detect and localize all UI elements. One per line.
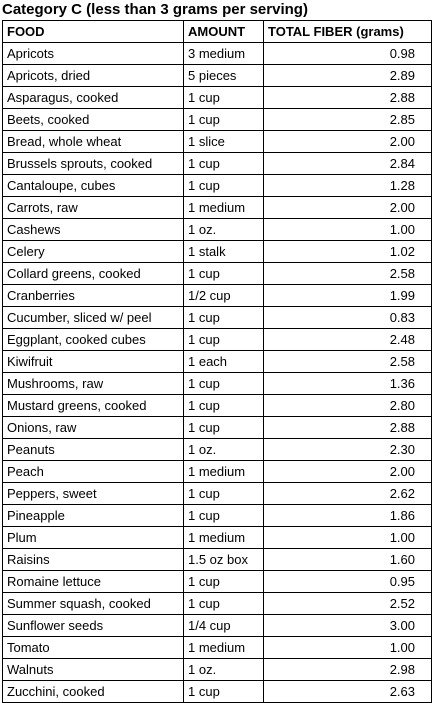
table-row (3, 461, 432, 483)
table-row (3, 241, 432, 263)
table-row (3, 307, 432, 329)
amount-cell: 1 cup (184, 681, 264, 703)
amount-cell: 1 cup (184, 263, 264, 285)
header-food: FOOD (3, 21, 184, 43)
amount-cell: 1.5 oz box (184, 549, 264, 571)
fiber-cell: 1.02 (264, 241, 432, 263)
table-row (3, 109, 432, 131)
food-cell: Bread, whole wheat (3, 131, 184, 153)
food-cell: Mushrooms, raw (3, 373, 184, 395)
header-amount: AMOUNT (184, 21, 264, 43)
fiber-cell: 2.89 (264, 65, 432, 87)
fiber-cell: 2.52 (264, 593, 432, 615)
amount-cell: 1 cup (184, 417, 264, 439)
table-row (3, 131, 432, 153)
table-row (3, 571, 432, 593)
amount-cell: 1 medium (184, 527, 264, 549)
fiber-cell: 2.98 (264, 659, 432, 681)
amount-cell: 1 medium (184, 637, 264, 659)
food-cell: Plum (3, 527, 184, 549)
food-cell: Cantaloupe, cubes (3, 175, 184, 197)
amount-cell: 1 oz. (184, 219, 264, 241)
food-cell: Cashews (3, 219, 184, 241)
food-cell: Kiwifruit (3, 351, 184, 373)
food-cell: Apricots (3, 43, 184, 65)
table-row (3, 395, 432, 417)
food-cell: Walnuts (3, 659, 184, 681)
food-cell: Summer squash, cooked (3, 593, 184, 615)
fiber-table (2, 20, 432, 703)
fiber-cell: 0.98 (264, 43, 432, 65)
table-row (3, 549, 432, 571)
table-row (3, 659, 432, 681)
table-row (3, 505, 432, 527)
food-cell: Asparagus, cooked (3, 87, 184, 109)
fiber-cell: 0.83 (264, 307, 432, 329)
amount-cell: 1 cup (184, 153, 264, 175)
fiber-cell: 1.86 (264, 505, 432, 527)
header-total-fiber: TOTAL FIBER (grams) (264, 21, 432, 43)
food-cell: Zucchini, cooked (3, 681, 184, 703)
table-row (3, 43, 432, 65)
food-cell: Raisins (3, 549, 184, 571)
amount-cell: 1 cup (184, 483, 264, 505)
header-row (3, 21, 432, 43)
food-cell: Romaine lettuce (3, 571, 184, 593)
fiber-cell: 1.36 (264, 373, 432, 395)
amount-cell: 1 medium (184, 461, 264, 483)
table-row (3, 681, 432, 703)
fiber-cell: 2.84 (264, 153, 432, 175)
amount-cell: 1 cup (184, 175, 264, 197)
table-row (3, 615, 432, 637)
food-cell: Apricots, dried (3, 65, 184, 87)
table-row (3, 87, 432, 109)
amount-cell: 1 slice (184, 131, 264, 153)
table-row (3, 285, 432, 307)
amount-cell: 1 medium (184, 197, 264, 219)
food-cell: Peanuts (3, 439, 184, 461)
fiber-cell: 1.00 (264, 219, 432, 241)
table-row (3, 153, 432, 175)
food-cell: Celery (3, 241, 184, 263)
food-cell: Pineapple (3, 505, 184, 527)
amount-cell: 1 cup (184, 307, 264, 329)
fiber-cell: 3.00 (264, 615, 432, 637)
table-row (3, 373, 432, 395)
fiber-cell: 1.99 (264, 285, 432, 307)
table-row (3, 593, 432, 615)
table-row (3, 263, 432, 285)
fiber-cell: 2.88 (264, 417, 432, 439)
amount-cell: 1 cup (184, 109, 264, 131)
table-row (3, 483, 432, 505)
food-cell: Tomato (3, 637, 184, 659)
fiber-cell: 1.28 (264, 175, 432, 197)
fiber-cell: 2.63 (264, 681, 432, 703)
food-cell: Mustard greens, cooked (3, 395, 184, 417)
fiber-cell: 1.00 (264, 637, 432, 659)
fiber-cell: 2.85 (264, 109, 432, 131)
amount-cell: 1 stalk (184, 241, 264, 263)
fiber-cell: 2.48 (264, 329, 432, 351)
fiber-cell: 2.88 (264, 87, 432, 109)
amount-cell: 1 cup (184, 395, 264, 417)
amount-cell: 1 each (184, 351, 264, 373)
food-cell: Onions, raw (3, 417, 184, 439)
food-cell: Brussels sprouts, cooked (3, 153, 184, 175)
fiber-cell: 2.58 (264, 351, 432, 373)
table-body (3, 43, 432, 703)
table-row (3, 175, 432, 197)
amount-cell: 1 cup (184, 505, 264, 527)
food-cell: Eggplant, cooked cubes (3, 329, 184, 351)
amount-cell: 1 cup (184, 571, 264, 593)
fiber-cell: 2.00 (264, 131, 432, 153)
fiber-cell: 1.60 (264, 549, 432, 571)
table-row (3, 65, 432, 87)
amount-cell: 1 oz. (184, 659, 264, 681)
amount-cell: 1 cup (184, 373, 264, 395)
amount-cell: 1 cup (184, 329, 264, 351)
fiber-cell: 2.58 (264, 263, 432, 285)
fiber-cell: 2.00 (264, 461, 432, 483)
fiber-cell: 1.00 (264, 527, 432, 549)
fiber-cell: 2.00 (264, 197, 432, 219)
amount-cell: 1/2 cup (184, 285, 264, 307)
food-cell: Cucumber, sliced w/ peel (3, 307, 184, 329)
table-row (3, 351, 432, 373)
table-header (3, 21, 432, 43)
amount-cell: 1/4 cup (184, 615, 264, 637)
table-row (3, 219, 432, 241)
fiber-cell: 2.62 (264, 483, 432, 505)
food-cell: Beets, cooked (3, 109, 184, 131)
page-title: Category C (less than 3 grams per serving) (2, 1, 308, 18)
table-row (3, 637, 432, 659)
fiber-cell: 0.95 (264, 571, 432, 593)
amount-cell: 1 oz. (184, 439, 264, 461)
fiber-cell: 2.80 (264, 395, 432, 417)
amount-cell: 1 cup (184, 593, 264, 615)
table-row (3, 197, 432, 219)
table-row (3, 417, 432, 439)
table-row (3, 439, 432, 461)
food-cell: Collard greens, cooked (3, 263, 184, 285)
amount-cell: 1 cup (184, 87, 264, 109)
table-row (3, 329, 432, 351)
food-cell: Cranberries (3, 285, 184, 307)
fiber-cell: 2.30 (264, 439, 432, 461)
food-cell: Peppers, sweet (3, 483, 184, 505)
food-cell: Carrots, raw (3, 197, 184, 219)
table-row (3, 527, 432, 549)
food-cell: Peach (3, 461, 184, 483)
food-cell: Sunflower seeds (3, 615, 184, 637)
amount-cell: 3 medium (184, 43, 264, 65)
amount-cell: 5 pieces (184, 65, 264, 87)
